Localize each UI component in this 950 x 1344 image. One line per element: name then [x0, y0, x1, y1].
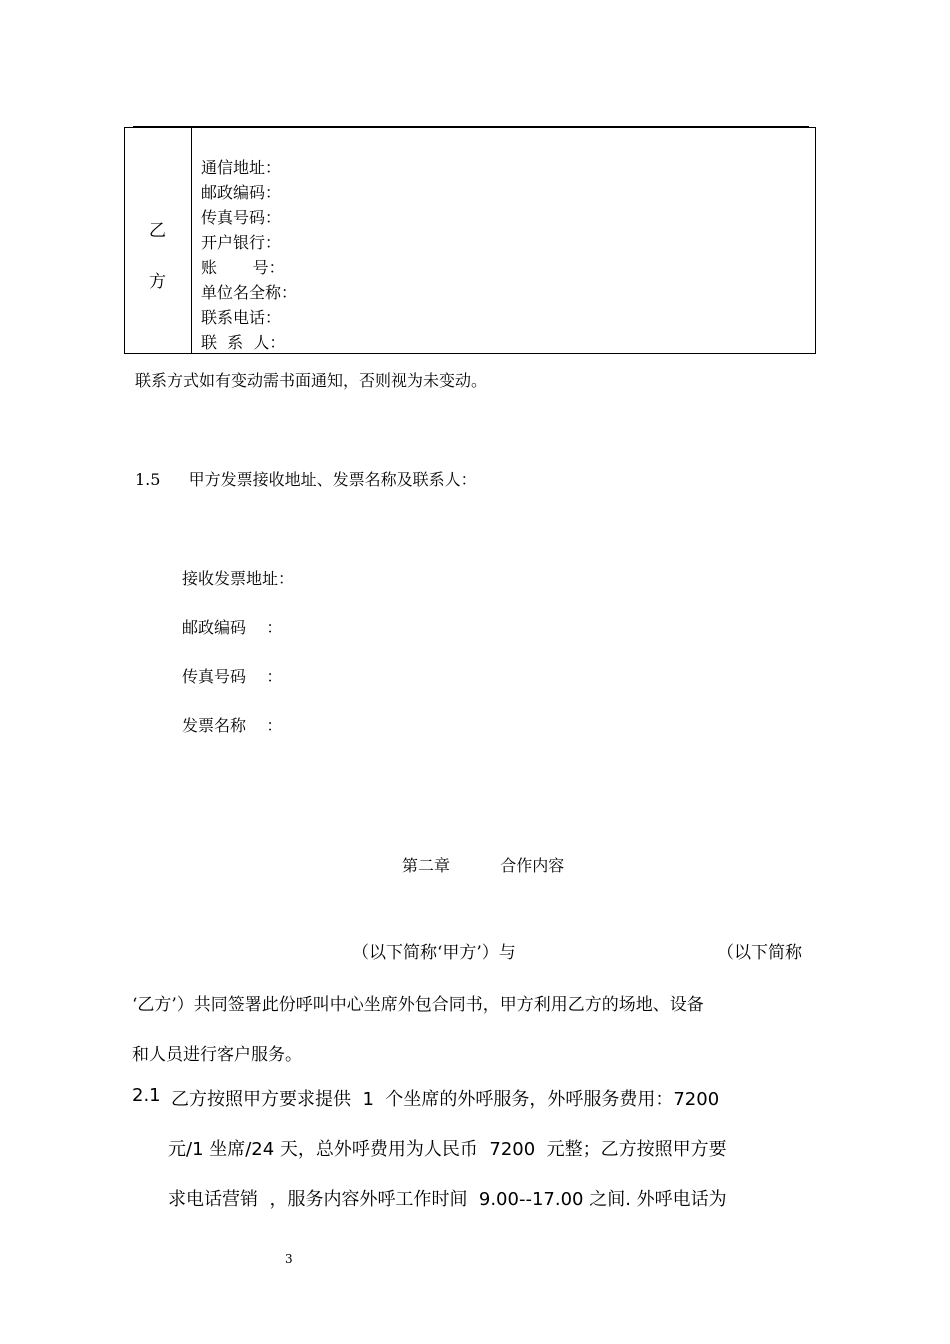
party-label-char-1: 乙: [149, 221, 166, 241]
party-b-contact-table: [124, 127, 816, 354]
field-contact: 联 系 人：: [201, 333, 286, 352]
section-number: 1.5: [135, 470, 161, 489]
field-account: 账 号：: [201, 258, 285, 277]
section-title: 甲方发票接收地址、发票名称及联系人：: [188, 470, 477, 489]
intro-part-a: （以下简称‘甲方’）与: [352, 943, 516, 963]
intro-line-2: ‘乙方’）共同签署此份呼叫中心坐席外包合同书，甲方利用乙方的场地、设备: [132, 995, 704, 1015]
clause-2-1-number: 2.1: [132, 1085, 161, 1106]
clause-2-1-line-2: 元/1 坐席/24 天，总外呼费用为人民币 7200 元整；乙方按照甲方要: [168, 1139, 727, 1160]
intro-line-3: 和人员进行客户服务。: [132, 1045, 302, 1065]
table-column-divider: [191, 128, 192, 353]
table-top-rule: [133, 126, 809, 128]
field-phone: 联系电话：: [201, 308, 282, 327]
chapter-heading: [402, 853, 564, 876]
party-b-field-list: [201, 155, 297, 355]
field-fax: 传真号码：: [201, 208, 282, 227]
invoice-address-label: 接收发票地址：: [182, 569, 295, 588]
clause-2-1-line-1: 乙方按照甲方要求提供 1 个坐席的外呼服务，外呼服务费用：7200: [171, 1089, 720, 1110]
field-company-name: 单位名全称：: [201, 283, 298, 302]
page-number: 3: [285, 1252, 293, 1266]
clause-2-1-line-3: 求电话营销 ，服务内容外呼工作时间 9.00--17.00 之间. 外呼电话为: [168, 1189, 727, 1210]
field-postcode: 邮政编码：: [201, 183, 282, 202]
chapter-title: 合作内容: [500, 856, 565, 875]
section-1-5-heading: [135, 467, 477, 490]
invoice-postcode-label: 邮政编码 ：: [182, 618, 283, 637]
field-address: 通信地址：: [201, 158, 282, 177]
intro-part-b: （以下简称: [717, 943, 802, 963]
chapter-number: 第二章: [402, 856, 451, 875]
field-bank: 开户银行：: [201, 233, 282, 252]
contact-change-notice: 联系方式如有变动需书面通知，否则视为未变动。: [135, 371, 488, 390]
invoice-fax-label: 传真号码 ：: [182, 667, 283, 686]
invoice-name-label: 发票名称 ：: [182, 716, 283, 735]
party-label-char-2: 方: [149, 272, 166, 292]
